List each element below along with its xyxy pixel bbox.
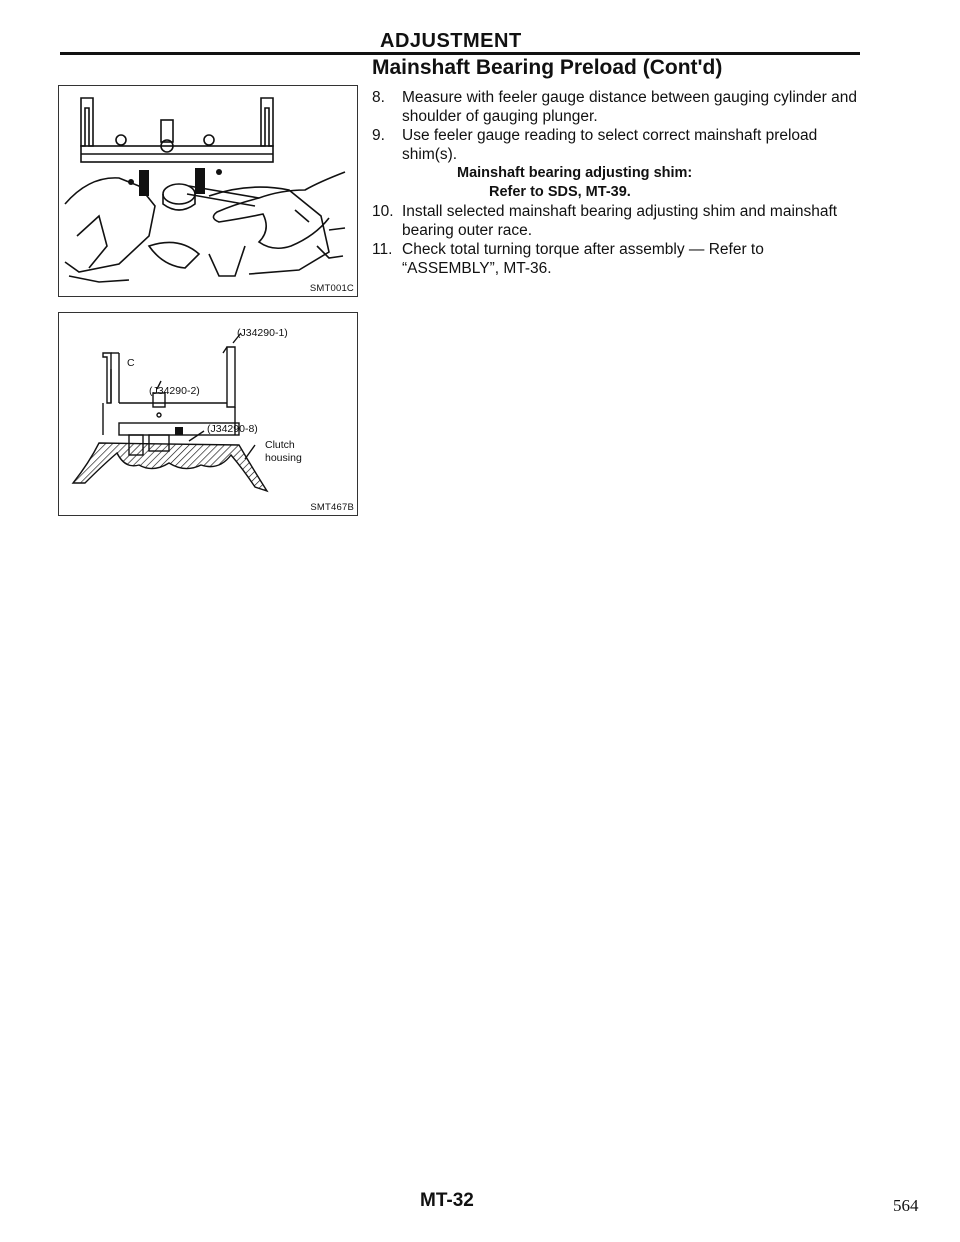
procedure-steps xyxy=(372,88,860,278)
step-8 xyxy=(372,88,860,126)
page-number: MT-32 xyxy=(420,1190,474,1211)
spec-reference: Refer to SDS, MT-39. xyxy=(489,184,631,200)
step-text: Use feeler gauge reading to select correct mainshaft preload shim(s). xyxy=(402,127,818,163)
step-10 xyxy=(372,202,860,240)
label-j34290-1: (J34290-1) xyxy=(237,327,288,339)
step-9 xyxy=(372,126,860,202)
figure-code: SMT001C xyxy=(309,283,354,294)
label-j34290-8: (J34290-8) xyxy=(207,423,258,435)
header-rule xyxy=(60,52,860,55)
section-title: ADJUSTMENT xyxy=(380,30,522,52)
sheet-number: 564 xyxy=(893,1196,919,1215)
figure-code: SMT467B xyxy=(310,502,354,513)
step-number: 8. xyxy=(372,89,385,106)
label-clutch: Clutch xyxy=(265,439,295,451)
step-number: 9. xyxy=(372,127,385,144)
step-text: Measure with feeler gauge distance between gauging cylinder and shoulder of gauging plunger. xyxy=(402,89,857,125)
spec-label: Mainshaft bearing adjusting shim: xyxy=(457,165,693,181)
step-number: 10. xyxy=(372,203,394,220)
gauge-diagram-illustration xyxy=(59,313,357,515)
step-number: 11. xyxy=(372,241,393,258)
step-11 xyxy=(372,240,860,278)
shim-spec xyxy=(402,164,860,202)
label-j34290-2: (J34290-2) xyxy=(149,385,200,397)
label-point-c: C xyxy=(127,357,135,369)
subsection-title: Mainshaft Bearing Preload (Cont'd) xyxy=(372,56,723,79)
label-housing: housing xyxy=(265,452,302,464)
gauge-installed-illustration xyxy=(59,86,357,296)
step-text: Install selected mainshaft bearing adjusting shim and mainshaft bearing outer race. xyxy=(402,203,838,239)
figure-gauge-diagram xyxy=(58,312,358,516)
step-text: Check total turning torque after assembly — Refer to “ASSEMBLY”, MT-36. xyxy=(402,241,764,277)
figure-gauge-installed xyxy=(58,85,358,297)
